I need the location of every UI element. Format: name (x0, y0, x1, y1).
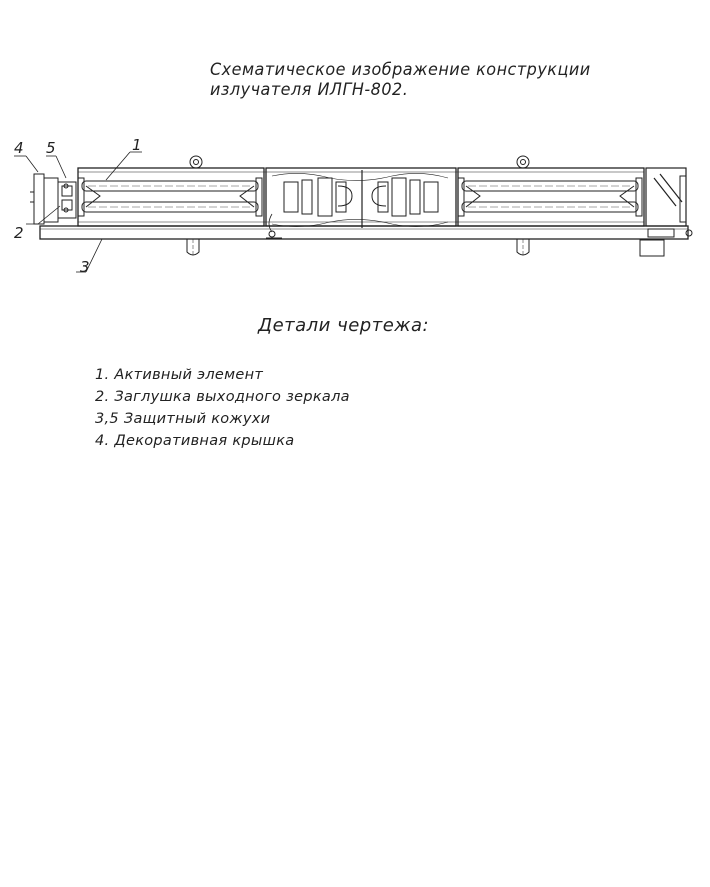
callout-4: 4 (14, 139, 24, 157)
housing-sections (78, 168, 644, 226)
support-feet (187, 239, 529, 256)
laser-emitter-schematic (0, 130, 710, 290)
central-coupling-section (266, 170, 448, 238)
legend-item: 1. Активный элемент (95, 367, 264, 383)
base-plate (40, 226, 688, 239)
details-legend (95, 364, 350, 452)
drawing-title (210, 59, 630, 99)
callout-5: 5 (46, 139, 56, 157)
callout-3: 3 (80, 258, 90, 276)
active-element-left (78, 178, 262, 216)
lifting-eye-right (517, 156, 529, 168)
details-heading: Детали чертежа: (258, 315, 430, 336)
right-end-assembly (640, 168, 692, 256)
callout-2: 2 (14, 224, 24, 242)
legend-item: 2. Заглушка выходного зеркала (95, 389, 350, 405)
lifting-eye-left (190, 156, 202, 168)
legend-item: 3,5 Защитный кожухи (95, 411, 271, 427)
drawing-title-line-1: Схематическое изображение конструкции (210, 59, 591, 79)
legend-item: 4. Декоративная крышка (95, 433, 295, 449)
drawing-title-line-2: излучателя ИЛГН-802. (210, 79, 409, 99)
left-end-assembly (30, 174, 76, 224)
callout-1: 1 (132, 136, 142, 154)
active-element-right (458, 178, 642, 216)
